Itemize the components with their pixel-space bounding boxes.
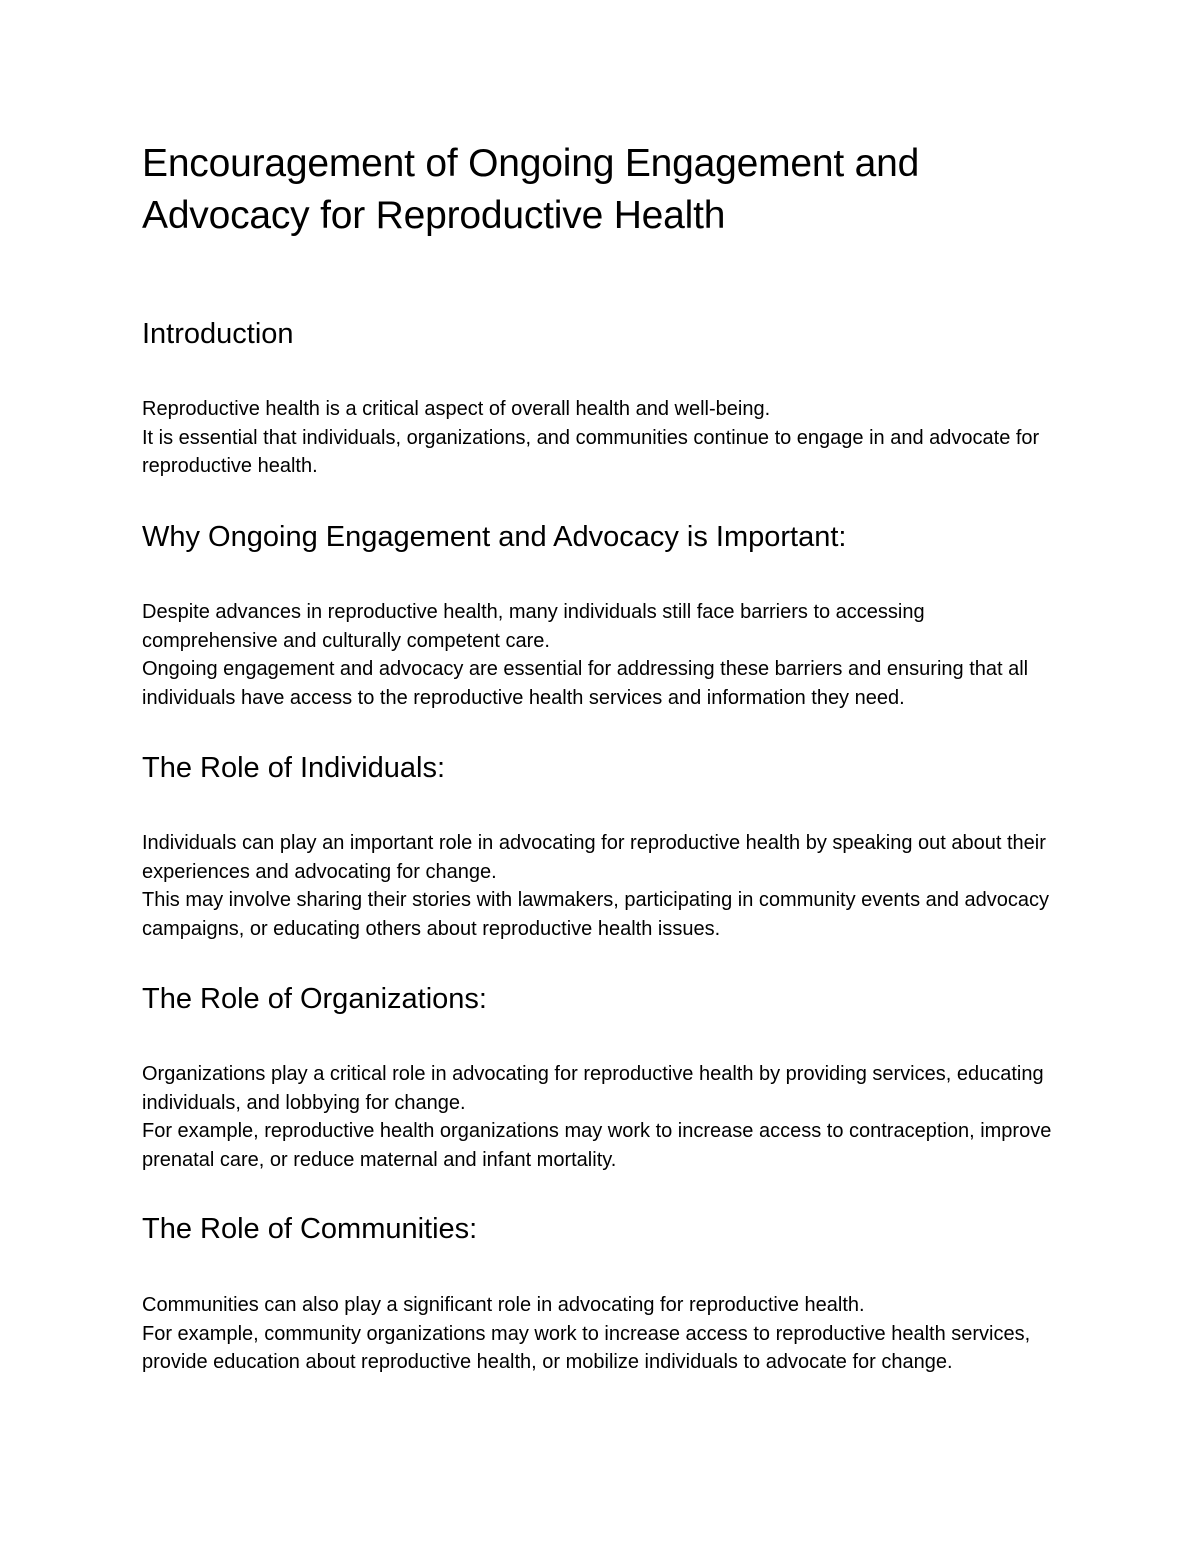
paragraph: For example, community organizations may work to increase access to reproductive health services, provide education about reproductive health, or mobilize individuals to advocate for change. [142,1322,1031,1374]
paragraph: Despite advances in reproductive health, many individuals still face barriers to accessing comprehensive and culturally competent care. [142,601,925,652]
paragraph: Communities can also play a significant role in advocating for reproductive health. [142,1294,865,1316]
section-heading-role-individuals: The Role of Individuals: [142,752,446,784]
section-body-role-organizations [142,1060,1052,1174]
paragraph: Reproductive health is a critical aspect of overall health and well-being. [142,398,771,420]
section-body-introduction [142,395,1052,481]
section-heading-introduction: Introduction [142,318,294,350]
paragraph: Ongoing engagement and advocacy are essential for addressing these barriers and ensuring that all individuals have access to the reproductive health services and information they need. [142,658,1029,709]
section-body-role-communities [142,1291,1052,1377]
paragraph: For example, reproductive health organizations may work to increase access to contraception, improve prenatal care, or reduce maternal and infant mortality. [142,1120,1052,1171]
paragraph: Individuals can play an important role in advocating for reproductive health by speaking out about their experiences and advocating for change. [142,832,1046,883]
paragraph: This may involve sharing their stories with lawmakers, participating in community events and advocacy campaigns, or educating others about reproductive health issues. [142,889,1050,940]
document-title: Encouragement of Ongoing Engagement and Advocacy for Reproductive Health [142,142,920,237]
section-body-why-important [142,598,1052,712]
section-body-role-individuals [142,829,1052,943]
section-heading-role-organizations: The Role of Organizations: [142,983,487,1015]
paragraph: Organizations play a critical role in advocating for reproductive health by providing services, educating individuals, and lobbying for change. [142,1063,1044,1114]
paragraph: It is essential that individuals, organizations, and communities continue to engage in and advocate for reproductive health. [142,426,1040,478]
section-heading-role-communities: The Role of Communities: [142,1213,478,1245]
section-heading-why-important: Why Ongoing Engagement and Advocacy is Important: [142,521,847,553]
